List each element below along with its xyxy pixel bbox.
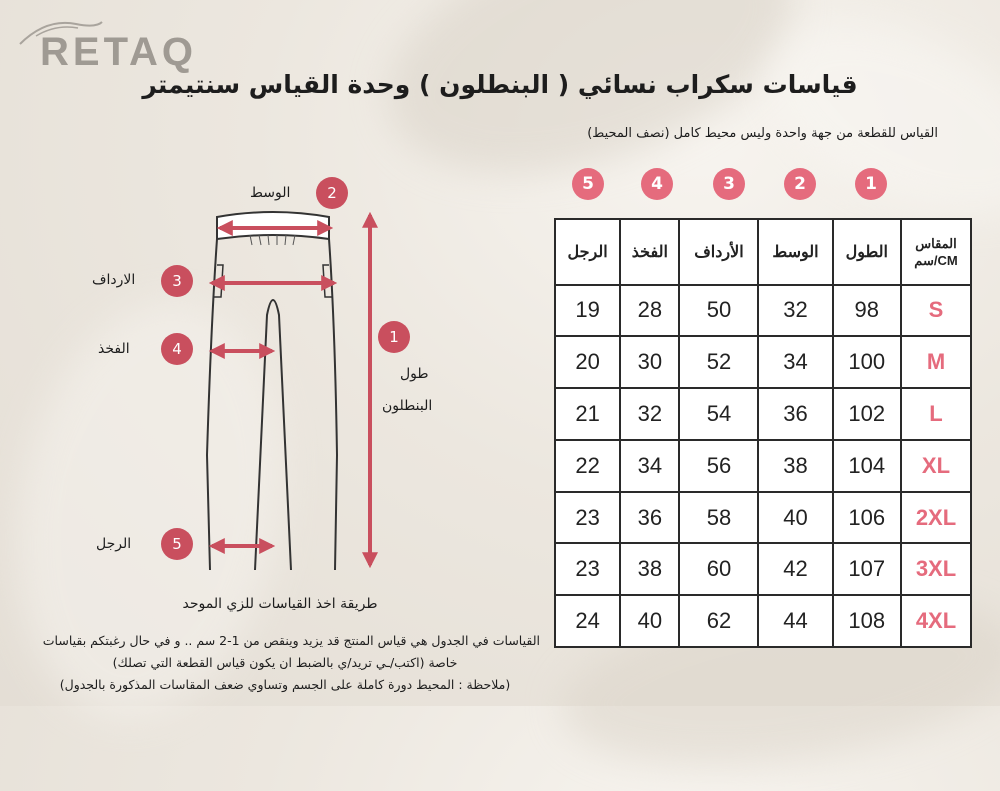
cell-hips: 58 — [679, 492, 758, 544]
table-row — [555, 285, 971, 337]
table-row — [555, 595, 971, 647]
length-label-line2: البنطلون — [382, 398, 433, 414]
cell-length: 102 — [833, 388, 901, 440]
cell-size: L — [901, 388, 971, 440]
note-line: (ملاحظة : المحيط دورة كاملة على الجسم وتساوي ضعف المقاسات المذكورة بالجدول) — [59, 677, 511, 692]
cell-hips: 54 — [679, 388, 758, 440]
header-hips: الأرداف — [679, 219, 758, 285]
table-row — [555, 388, 971, 440]
cell-length: 106 — [833, 492, 901, 544]
cell-waist: 32 — [758, 285, 832, 337]
cell-thigh: 30 — [620, 336, 679, 388]
cell-thigh: 40 — [620, 595, 679, 647]
cell-size: XL — [901, 440, 971, 492]
cell-waist: 42 — [758, 543, 832, 595]
cell-hips: 56 — [679, 440, 758, 492]
cell-size: 2XL — [901, 492, 971, 544]
cell-thigh: 36 — [620, 492, 679, 544]
cell-thigh: 38 — [620, 543, 679, 595]
cell-size: 3XL — [901, 543, 971, 595]
header-size-line1: المقاس — [915, 235, 957, 251]
header-size — [901, 219, 971, 285]
thigh-label: الفخذ — [98, 341, 130, 357]
cell-leg: 24 — [555, 595, 620, 647]
cell-thigh: 32 — [620, 388, 679, 440]
table-row — [555, 543, 971, 595]
cell-hips: 62 — [679, 595, 758, 647]
waist-label: الوسط — [250, 185, 291, 201]
header-leg: الرجل — [555, 219, 620, 285]
length-label-line1: طول — [400, 366, 429, 382]
cell-waist: 44 — [758, 595, 832, 647]
cell-hips: 60 — [679, 543, 758, 595]
waist-marker: 2 — [316, 177, 348, 209]
cell-leg: 21 — [555, 388, 620, 440]
header-length: الطول — [833, 219, 901, 285]
cell-length: 98 — [833, 285, 901, 337]
cell-length: 100 — [833, 336, 901, 388]
cell-leg: 23 — [555, 543, 620, 595]
cell-size: S — [901, 285, 971, 337]
table-header-row — [555, 219, 971, 285]
cell-leg: 22 — [555, 440, 620, 492]
cell-thigh: 34 — [620, 440, 679, 492]
measurement-note: القياس للقطعة من جهة واحدة وليس محيط كامل (نصف المحيط) — [587, 126, 938, 141]
cell-waist: 40 — [758, 492, 832, 544]
length-marker: 1 — [378, 321, 410, 353]
cell-hips: 50 — [679, 285, 758, 337]
cell-leg: 19 — [555, 285, 620, 337]
cell-waist: 34 — [758, 336, 832, 388]
cell-leg: 20 — [555, 336, 620, 388]
thigh-marker: 4 — [161, 333, 193, 365]
note-line: القياسات في الجدول هي قياس المنتج قد يزيد وينقص من 1-2 سم .. و في حال رغبتكم بقياسات — [42, 633, 540, 648]
cell-waist: 38 — [758, 440, 832, 492]
table-row — [555, 440, 971, 492]
leg-label: الرجل — [96, 536, 132, 552]
column-number-5: 5 — [572, 168, 604, 200]
header-size-line2: CM/سم — [914, 252, 958, 268]
brand-logo: RETAQ — [40, 30, 198, 74]
cell-length: 104 — [833, 440, 901, 492]
method-caption: طريقة اخذ القياسات للزي الموحد — [182, 596, 378, 612]
column-number-4: 4 — [641, 168, 673, 200]
cell-thigh: 28 — [620, 285, 679, 337]
leg-marker: 5 — [161, 528, 193, 560]
hips-marker: 3 — [161, 265, 193, 297]
header-waist: الوسط — [758, 219, 832, 285]
cell-size: M — [901, 336, 971, 388]
header-thigh: الفخذ — [620, 219, 679, 285]
column-number-3: 3 — [713, 168, 745, 200]
cell-length: 108 — [833, 595, 901, 647]
table-row — [555, 492, 971, 544]
cell-leg: 23 — [555, 492, 620, 544]
column-number-2: 2 — [784, 168, 816, 200]
hips-label: الارداف — [92, 272, 136, 288]
table-row — [555, 336, 971, 388]
cell-size: 4XL — [901, 595, 971, 647]
size-table — [554, 218, 972, 648]
notes-block — [30, 630, 540, 696]
cell-hips: 52 — [679, 336, 758, 388]
cell-waist: 36 — [758, 388, 832, 440]
column-number-1: 1 — [855, 168, 887, 200]
cell-length: 107 — [833, 543, 901, 595]
page-title: قياسات سكراب نسائي ( البنطلون ) وحدة القياس سنتيمتر — [142, 70, 858, 99]
note-line: خاصة (اكتب/ـي تريد/ي بالضبط ان يكون قياس القطعة التي تصلك) — [112, 655, 458, 670]
